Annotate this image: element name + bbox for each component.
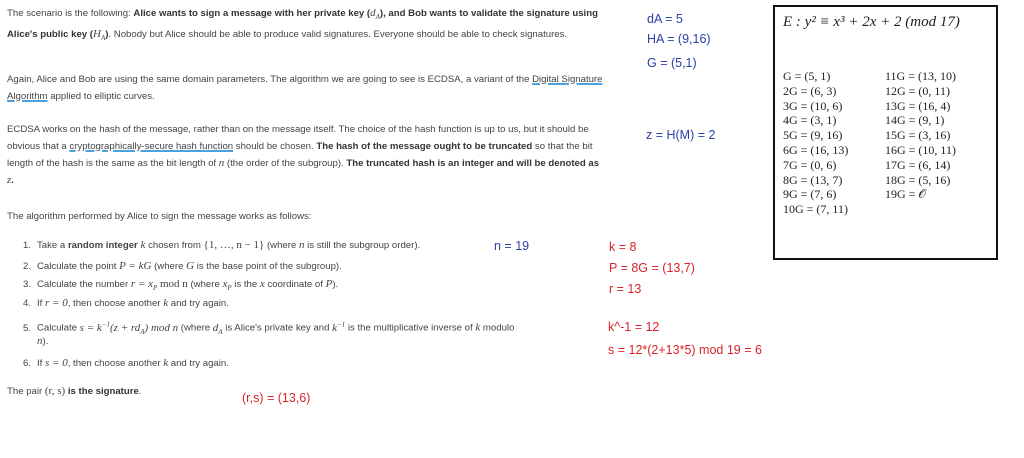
bold-text: Alice wants to sign a message with her private key ( xyxy=(133,8,371,19)
bold-text: . xyxy=(11,175,14,186)
bold-text: ) xyxy=(105,29,109,41)
point-row: 17G = (6, 14) xyxy=(885,157,951,172)
point-row: 16G = (10, 11) xyxy=(885,142,956,157)
note-n: n = 19 xyxy=(494,239,530,253)
bold-text: The truncated hash is an integer and will be denoted as xyxy=(346,158,600,169)
step-2: 2. Calculate the point P = kG (where G is the base point of the subgroup). xyxy=(23,260,342,272)
paragraph-ecdsa-intro xyxy=(7,71,605,105)
text: The pair xyxy=(7,386,45,397)
math-ha: $H_A$ xyxy=(93,28,106,43)
point-row: 12G = (0, 11) xyxy=(885,83,950,98)
point-row: 8G = (13, 7) xyxy=(783,172,843,187)
point-row: 9G = (7, 6) xyxy=(783,187,837,202)
text: should be chosen. xyxy=(233,141,317,152)
step-3: 3. Calculate the number $r = x_P$ mod n (where $x_P$ is the x coordinate of P). xyxy=(23,278,339,293)
text: . Nobody but Alice should be able to produce valid signatures. Everyone should be able to check signatures. xyxy=(108,29,568,41)
point-row: 18G = (5, 16) xyxy=(885,172,951,187)
point-row: 2G = (6, 3) xyxy=(783,83,837,98)
bold-text: is the signature xyxy=(65,386,139,397)
point-row: 19G = 𝒪 xyxy=(885,187,926,202)
point-row: G = (5, 1) xyxy=(783,69,831,83)
point-row: 15G = (3, 16) xyxy=(885,128,951,143)
curve-equation: E : y² ≡ x³ + 2x + 2 (mod 17) xyxy=(783,14,960,30)
paragraph-algorithm-intro: The algorithm performed by Alice to sign the message works as follows: xyxy=(7,211,312,222)
text: applied to elliptic curves. xyxy=(47,91,155,102)
points-left-column xyxy=(783,69,848,217)
point-row: 10G = (7, 11) xyxy=(783,202,848,217)
point-row: 14G = (9, 1) xyxy=(885,113,945,128)
text: Again, Alice and Bob are using the same domain parameters. The algorithm we are going to see is ECDSA, a variant of the xyxy=(7,74,533,85)
note-k: k = 8 xyxy=(609,240,637,254)
point-row: 3G = (10, 6) xyxy=(783,98,843,113)
step-1: 1. Take a random integer k chosen from {1, …, n − 1} (where n is still the subgroup order). xyxy=(23,239,421,251)
note-rs: (r,s) = (13,6) xyxy=(242,391,311,405)
note-r: r = 13 xyxy=(609,282,642,296)
step-5-continuation: n). xyxy=(37,335,49,347)
point-row: 5G = (9, 16) xyxy=(783,128,843,143)
math-z: z xyxy=(7,174,12,186)
bold-text: Bob wants to validate the signature using Alice's public key ( xyxy=(7,8,598,41)
text: (the order of the subgroup). xyxy=(224,158,347,169)
bold-text: The hash of the message ought to be truncated xyxy=(316,141,533,152)
text: The scenario is the following: xyxy=(7,8,134,19)
point-row: 6G = (16, 13) xyxy=(783,142,849,157)
text: ECDSA works on the hash of the message, rather than on the message itself. The choice of the hash function is up to us, but it should be obvious that a xyxy=(7,124,589,152)
note-g: G = (5,1) xyxy=(647,56,697,70)
text: . xyxy=(138,386,142,397)
note-s: s = 12*(2+13*5) mod 19 = 6 xyxy=(608,343,762,357)
note-ha: HA = (9,16) xyxy=(647,32,711,46)
math-n: n xyxy=(218,157,225,169)
note-kinv: k^-1 = 12 xyxy=(608,320,660,334)
step-5: 5. Calculate $s = k^{-1}(z + rd_A)$ mod n (where $d_A$ is Alice's private key and $k^{-1}$ is the multiplicative inverse of k modulo xyxy=(23,320,515,336)
link-digital-signature-algorithm[interactable]: Digital Signature Algorithm xyxy=(7,74,603,102)
step-4: 4. If r = 0, then choose another k and try again. xyxy=(23,297,229,309)
paragraph-scenario xyxy=(7,5,605,47)
note-z: z = H(M) = 2 xyxy=(646,128,716,142)
step-6: 6. If s = 0, then choose another k and try again. xyxy=(23,357,229,369)
point-row: 11G = (13, 10) xyxy=(885,69,956,83)
note-p: P = 8G = (13,7) xyxy=(609,261,695,275)
note-da: dA = 5 xyxy=(647,12,683,26)
point-row: 7G = (0, 6) xyxy=(783,157,837,172)
curve-points-box xyxy=(773,5,998,260)
bold-text: ), and xyxy=(379,8,409,19)
point-row: 4G = (3, 1) xyxy=(783,113,837,128)
points-right-column xyxy=(885,69,956,202)
link-hash-function[interactable]: cryptographically-secure hash function xyxy=(69,141,234,152)
point-row: 13G = (16, 4) xyxy=(885,98,951,113)
math-rs: (r, s) xyxy=(44,385,66,397)
paragraph-hash xyxy=(7,121,605,189)
text: so that the bit length of the hash is the same as the bit length of xyxy=(7,141,593,169)
math-da: $d_A$ xyxy=(370,7,380,22)
